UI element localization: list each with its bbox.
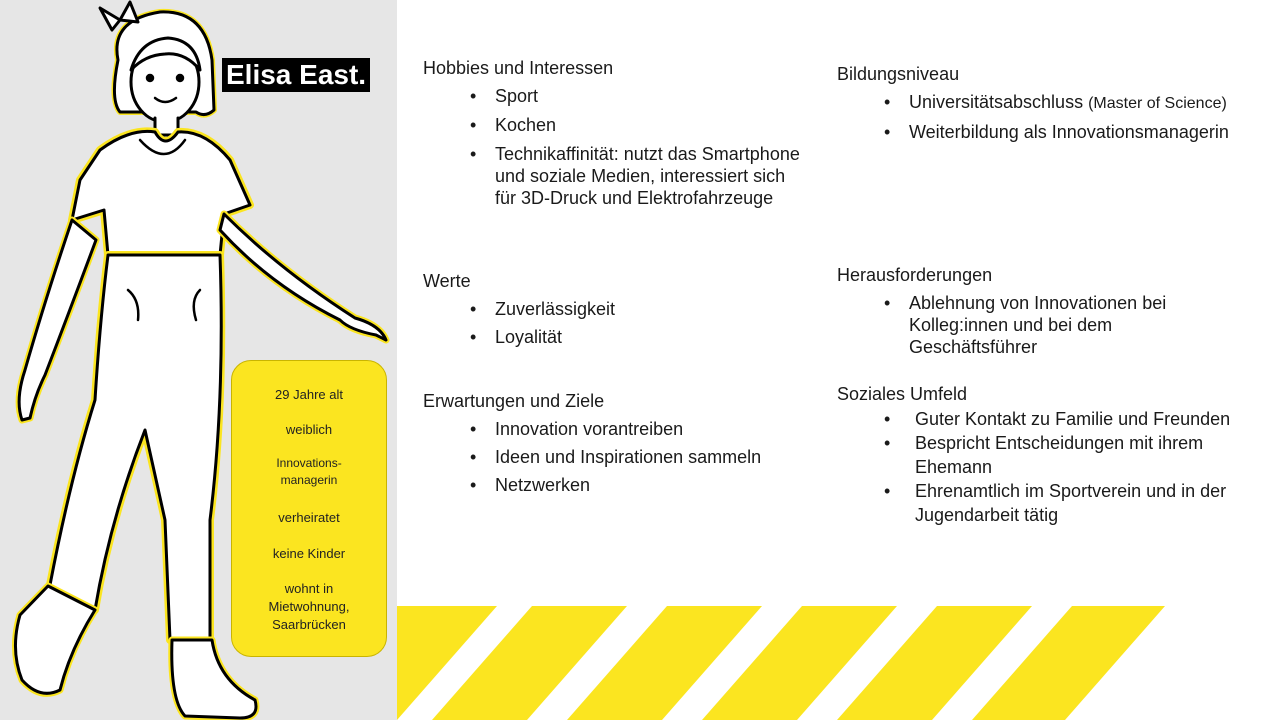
bildung-degree-detail: (Master of Science) xyxy=(1088,95,1227,112)
section-werte-title: Werte xyxy=(423,271,471,291)
list-item: • Loyalität xyxy=(423,326,803,348)
list-item: • Sport xyxy=(423,85,803,107)
age-text: 29 Jahre alt xyxy=(275,387,343,402)
residence-text-line3: Saarbrücken xyxy=(272,617,346,632)
hobbies-list xyxy=(423,85,803,209)
section-ziele xyxy=(423,390,803,496)
list-item: • Ideen und Inspirationen sammeln xyxy=(423,446,803,468)
list-item: • Technikaffinität: nutzt das Smartphone und soziale Medien, interessiert sich für 3D-Druck und Elektrofahrzeuge xyxy=(423,143,803,209)
children-text: keine Kinder xyxy=(272,546,346,561)
decorative-stripes xyxy=(397,606,1280,720)
residence-text-line1: wohnt in xyxy=(284,581,334,596)
list-item: • Weiterbildung als Innovationsmanagerin xyxy=(837,121,1277,143)
ziele-list xyxy=(423,418,803,496)
section-herausforderungen xyxy=(837,264,1237,358)
section-bildung-title: Bildungsniveau xyxy=(837,64,960,84)
herausforderungen-list xyxy=(837,292,1237,358)
list-item: • Zuverlässigkeit xyxy=(423,298,803,320)
section-umfeld-title: Soziales Umfeld xyxy=(837,384,968,404)
list-item: • Guter Kontakt zu Familie und Freunden xyxy=(837,407,1277,431)
residence-text-line2: Mietwohnung, xyxy=(268,599,350,614)
job-text-line1: Innovations- xyxy=(276,456,342,470)
gender-text: weiblich xyxy=(285,422,333,437)
persona-name: Elisa East. xyxy=(222,58,370,92)
werte-list xyxy=(423,298,803,348)
list-item: • Ehrenamtlich im Sportverein und in der Jugendarbeit tätig xyxy=(837,479,1277,527)
list-item: • Innovation vorantreiben xyxy=(423,418,803,440)
persona-info-card xyxy=(231,360,387,657)
section-umfeld xyxy=(837,383,1277,527)
list-item xyxy=(837,91,1277,115)
marital-status-text: verheiratet xyxy=(278,510,340,525)
list-item: • Netzwerken xyxy=(423,474,803,496)
list-item: • Ablehnung von Innovationen bei Kolleg:innen und bei dem Geschäftsführer xyxy=(837,292,1237,358)
job-text-line2: managerin xyxy=(280,473,338,487)
persona-panel xyxy=(0,0,397,720)
bildung-degree: Universitätsabschluss xyxy=(909,92,1089,112)
section-bildung xyxy=(837,63,1277,143)
bildung-list xyxy=(837,91,1277,143)
section-werte xyxy=(423,270,803,348)
list-item: • Kochen xyxy=(423,114,803,136)
section-hobbies-title: Hobbies und Interessen xyxy=(423,58,614,78)
section-ziele-title: Erwartungen und Ziele xyxy=(423,391,605,411)
list-item: • Bespricht Entscheidungen mit ihrem Ehemann xyxy=(837,431,1277,479)
section-herausforderungen-title: Herausforderungen xyxy=(837,265,993,285)
section-hobbies xyxy=(423,57,803,209)
umfeld-list xyxy=(837,407,1277,527)
